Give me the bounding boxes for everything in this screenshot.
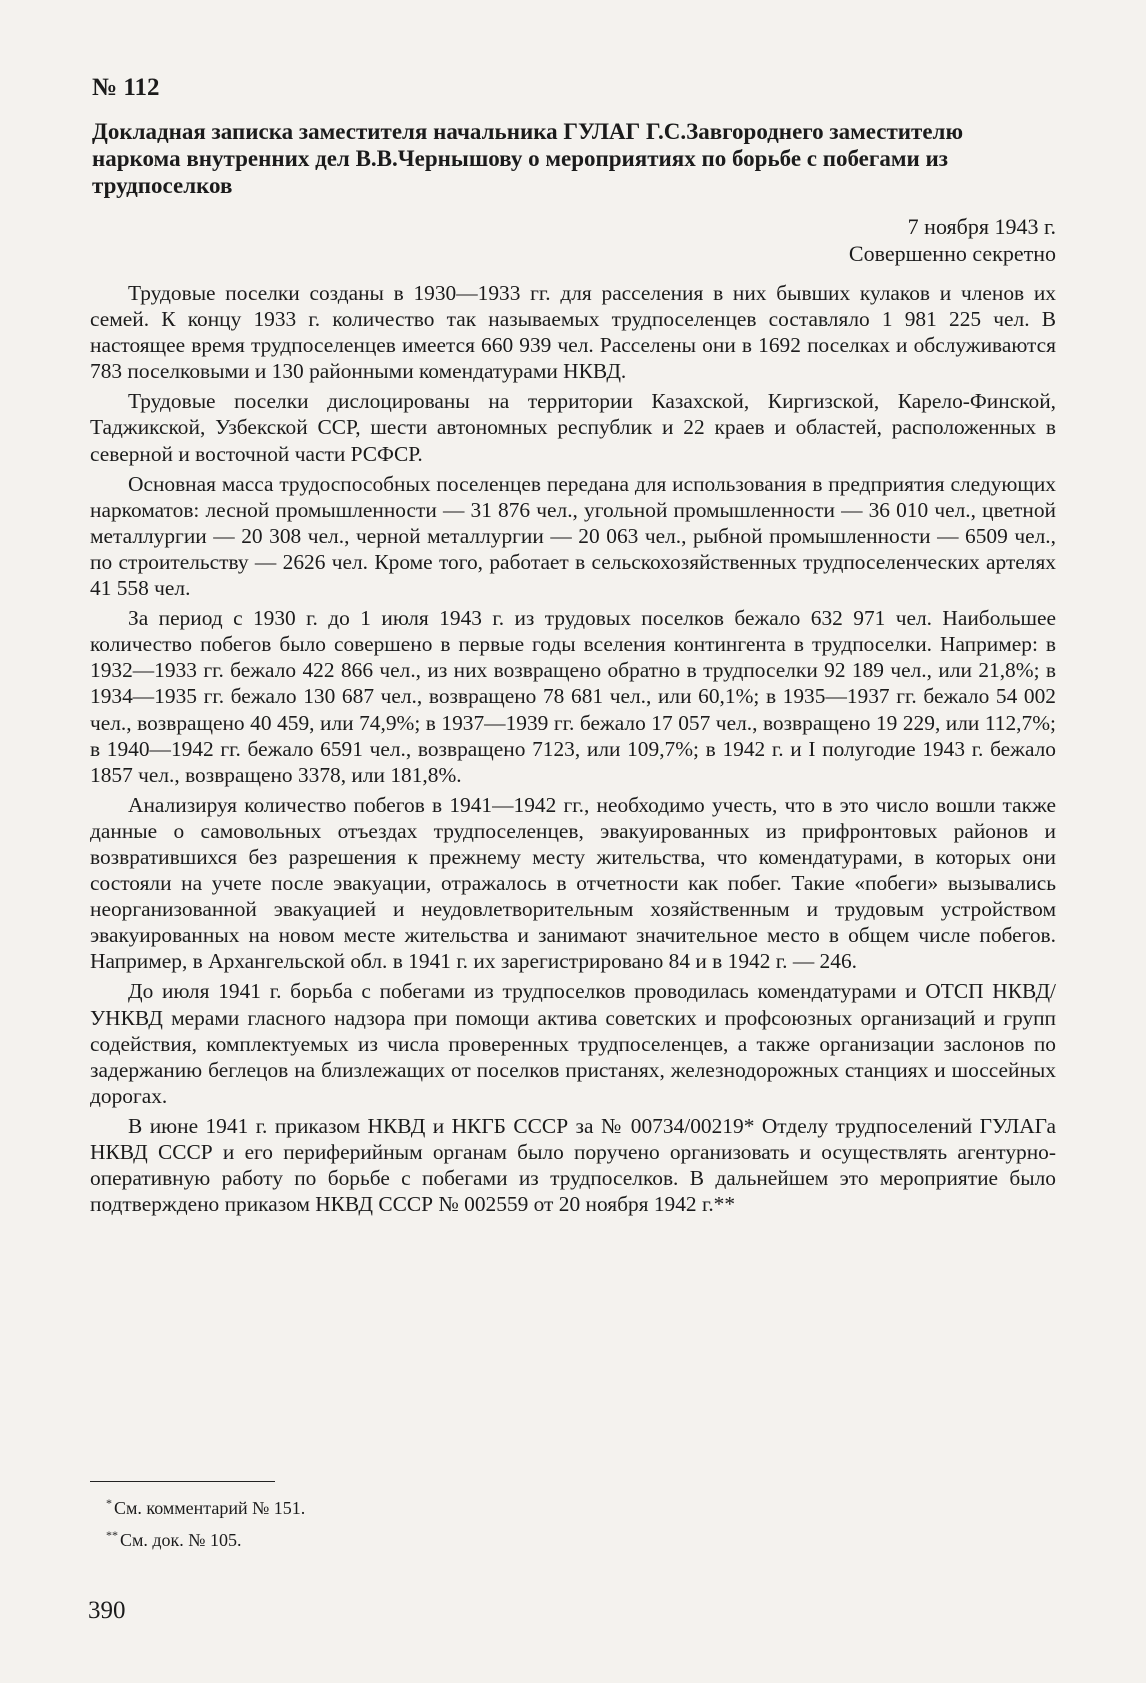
document-date: 7 ноября 1943 г.	[907, 214, 1056, 239]
paragraph: До июля 1941 г. борьба с побегами из трудпоселков проводилась комендатурами и ОТСП НКВД/УНКВД мерами гласного надзора при помощи актива советских и профсоюзных организаций и групп содействия, комплектуемых из числа проверенных трудпоселенцев, а также организации заслонов по задержанию беглецов на близлежащих от поселков пристанях, железнодорожных станциях и шоссейных дорогах.	[90, 979, 1056, 1108]
paragraph: Трудовые поселки созданы в 1930—1933 гг. для расселения в них бывших кулаков и членов их семей. К концу 1933 г. количество так называемых трудпоселенцев составляло 1 981 225 чел. В настоящее время трудпоселенцев имеется 660 939 чел. Расселены они в 1692 поселках и обслуживаются 783 поселковыми и 130 районными комендатурами НКВД.	[90, 281, 1056, 384]
document-number: № 112	[92, 74, 160, 101]
paragraph: В июне 1941 г. приказом НКВД и НКГБ СССР за № 00734/00219* Отделу трудпоселений ГУЛАГа НКВД СССР и его периферийным органам было поручено организовать и осуществлять агентурно-оперативную работу по борьбе с побегами из трудпоселков. В дальнейшем это мероприятие было подтверждено приказом НКВД СССР № 002559 от 20 ноября 1942 г.**	[90, 1113, 1056, 1217]
paragraph: Основная масса трудоспособных поселенцев передана для использования в предприятия следующих наркоматов: лесной промышленности — 31 876 чел., угольной промышленности — 36 010 чел., цветной металлургии — 20 308 чел., черной металлургии — 20 063 чел., рыбной промышленности — 6509 чел., по строительству — 2626 чел. Кроме того, работает в сельскохозяйственных трудпоселенческих артелях 41 558 чел.	[90, 471, 1056, 601]
document-title: Докладная записка заместителя начальника ГУЛАГ Г.С.Завгороднего заместителю наркома внутренних дел В.В.Чернышову о мероприятиях по борьбе с побегами из трудпоселков	[92, 119, 964, 198]
classification-label: Совершенно секретно	[848, 241, 1056, 266]
paragraph: Анализируя количество побегов в 1941—1942 гг., необходимо учесть, что в это число вошли также данные о самовольных отъездах трудпоселенцев, эвакуированных из прифронтовых районов и возвратившихся без разрешения к прежнему месту жительства, что комендатурами, в которых они состояли на учете после эвакуации, отражалось в отчетности как побег. Такие «побеги» вызывались неорганизованной эвакуацией и неудовлетворительным хозяйственным и трудовым устройством эвакуированных на новом месте жительства и занимают значительное место в общем числе побегов. Например, в Архангельской обл. в 1941 г. их зарегистрировано 84 и в 1942 г. — 246.	[90, 792, 1056, 974]
footnote	[106, 1522, 305, 1554]
footnote-mark: *	[106, 1496, 112, 1510]
footnote-mark: **	[106, 1528, 118, 1542]
footnote-divider	[90, 1481, 275, 1482]
paragraph: Трудовые поселки дислоцированы на территории Казахской, Киргизской, Карело-Финской, Таджикской, Узбекской ССР, шести автономных республик и 22 краев и областей, расположенных в северной и восточной части РСФСР.	[90, 389, 1056, 466]
page-number: 390	[88, 1597, 126, 1624]
footnote	[106, 1490, 305, 1522]
document-body	[90, 280, 1056, 1221]
footnote-text: См. комментарий № 151.	[114, 1498, 306, 1518]
paragraph: За период с 1930 г. до 1 июля 1943 г. из трудовых поселков бежало 632 971 чел. Наибольшее количество побегов было совершено в первые годы вселения контингента в трудпоселки. Например: в 1932—1933 гг. бежало 422 866 чел., из них возвращено обратно в трудпоселки 92 189 чел., или 21,8%; в 1934—1935 гг. бежало 130 687 чел., возвращено 78 681 чел., или 60,1%; в 1935—1937 гг. бежало 54 002 чел., возвращено 40 459, или 74,9%; в 1937—1939 гг. бежало 17 057 чел., возвращено 19 229, или 112,7%; в 1940—1942 гг. бежало 6591 чел., возвращено 7123, или 109,7%; в 1942 г. и I полугодие 1943 г. бежало 1857 чел., возвращено 3378, или 181,8%.	[90, 606, 1056, 787]
footnotes	[106, 1490, 305, 1554]
footnote-text: См. док. № 105.	[120, 1530, 242, 1550]
